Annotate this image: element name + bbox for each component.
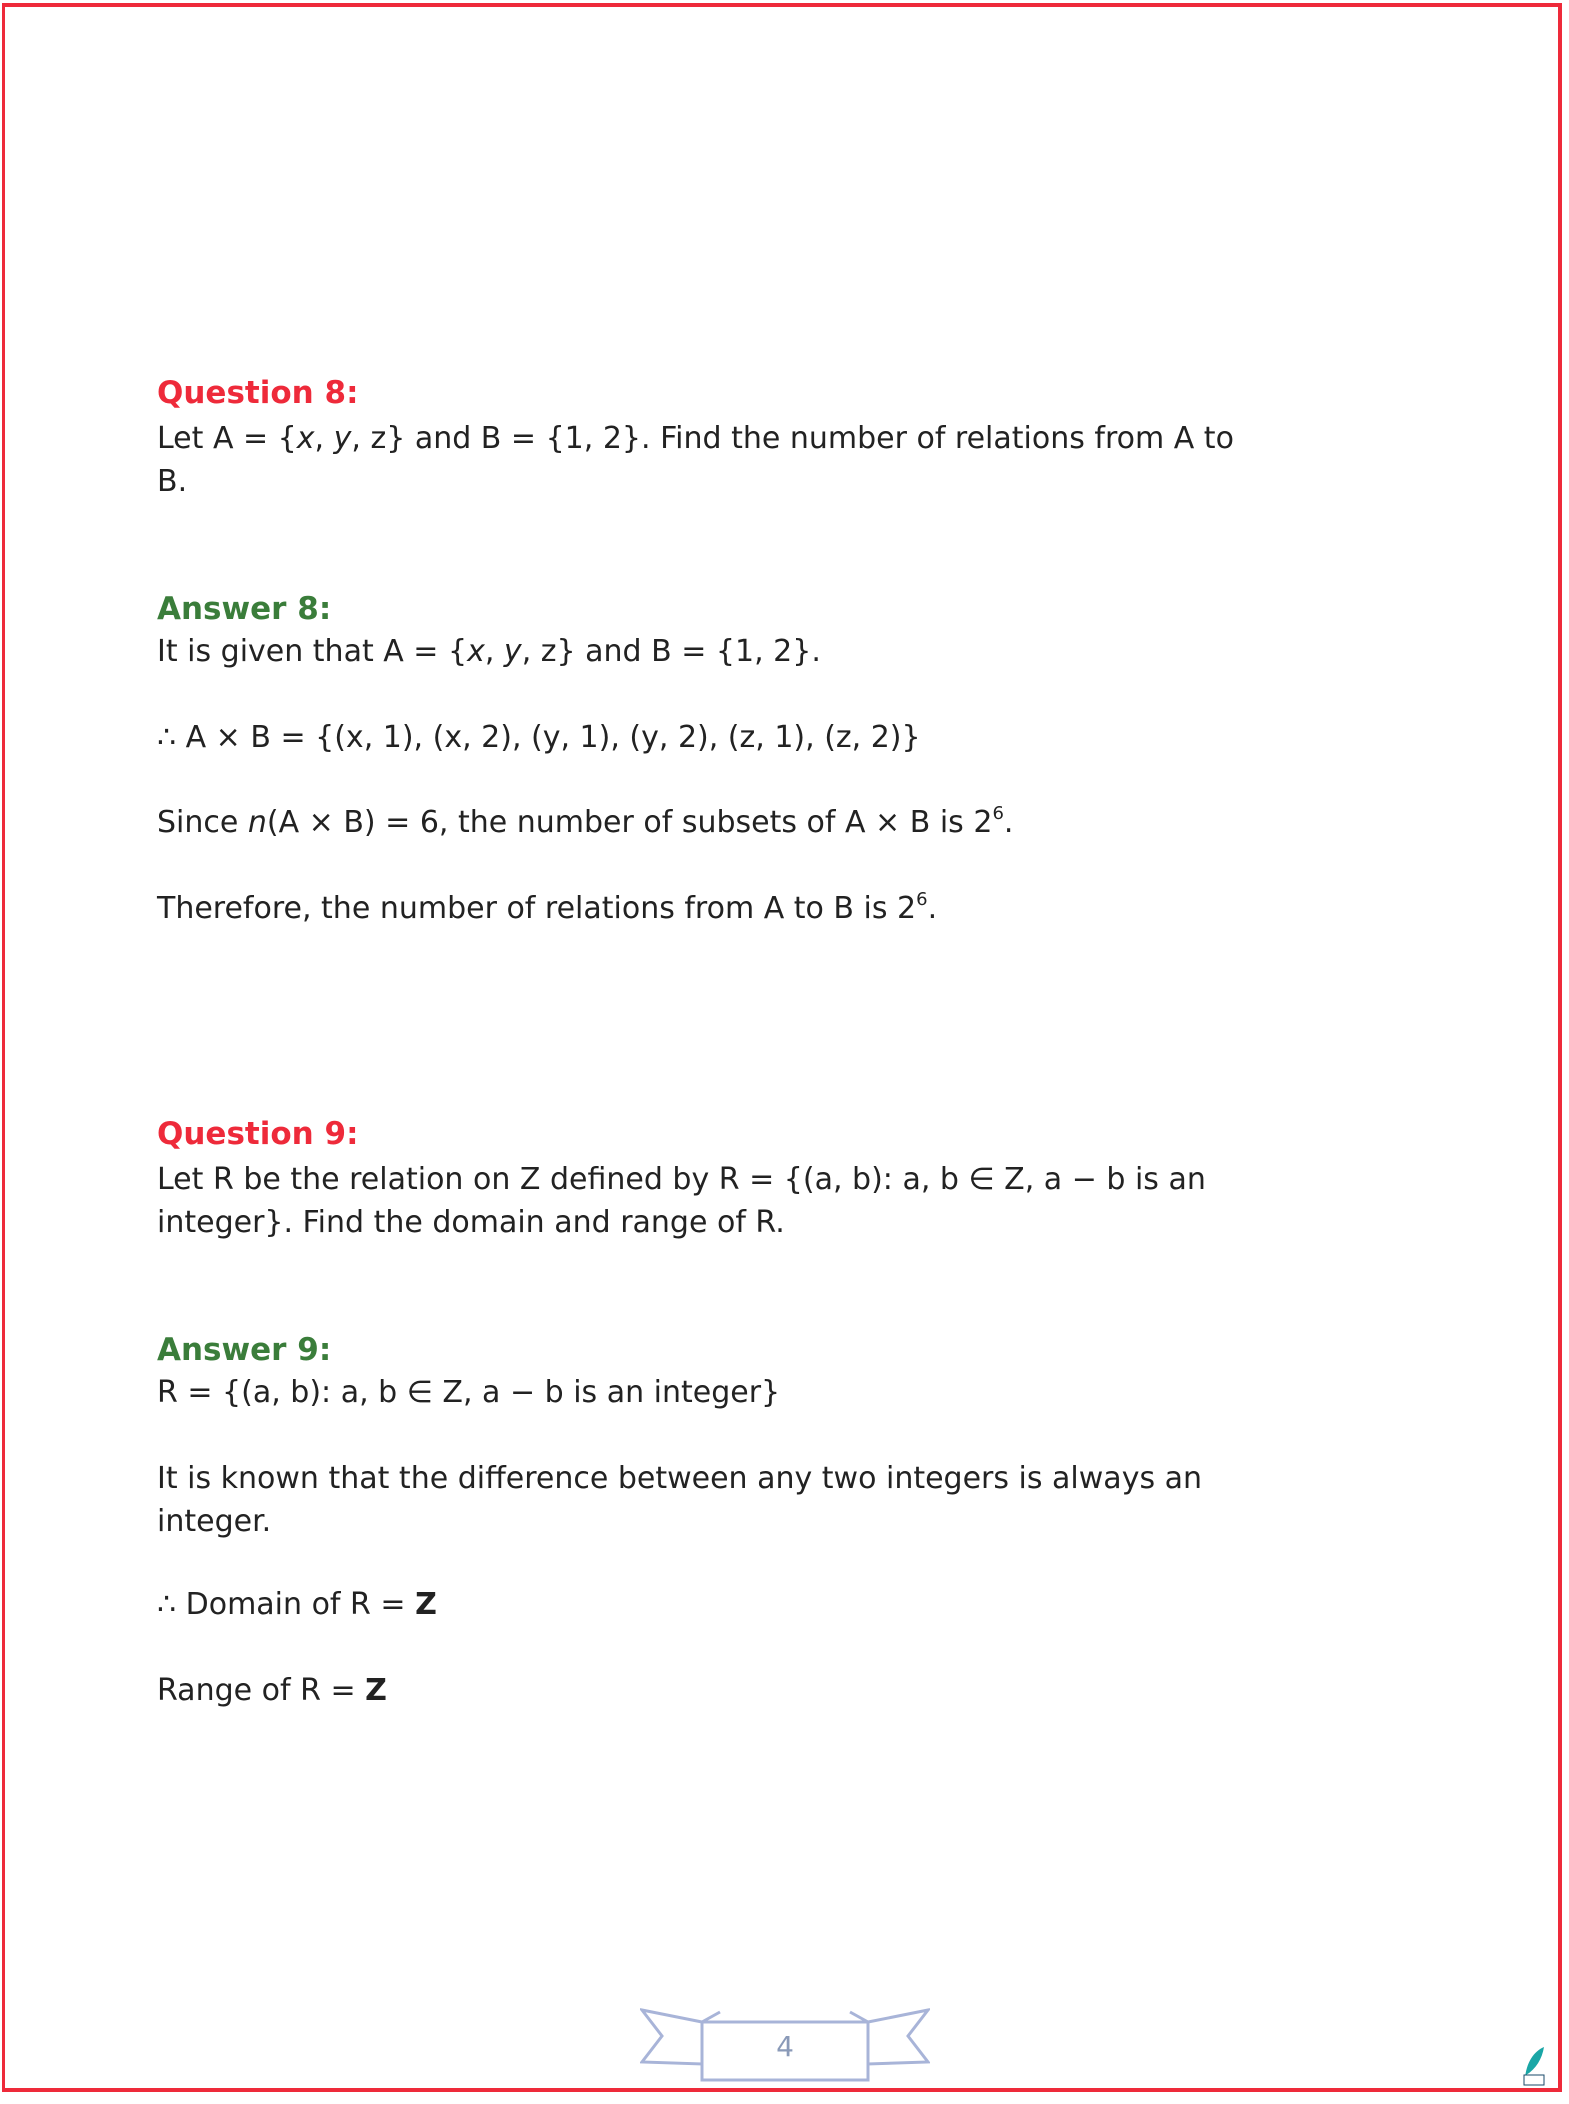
answer-8-heading: Answer 8: xyxy=(157,591,332,627)
question-8-heading: Question 8: xyxy=(157,375,359,411)
question-8-text-cont: B. xyxy=(157,464,188,499)
answer-9-line: It is known that the difference between any two integers is always an xyxy=(157,1461,1203,1496)
question-9-heading: Question 9: xyxy=(157,1116,359,1152)
answer-9-line: ∴ Domain of R = Z xyxy=(157,1587,437,1622)
answer-9-line: R = {(a, b): a, b ∈ Z, a − b is an integer} xyxy=(157,1375,781,1410)
question-8-text: Let A = {x, y, z} and B = {1, 2}. Find the number of relations from A to xyxy=(157,421,1234,456)
question-9-text: Let R be the relation on Z defined by R = {(a, b): a, b ∈ Z, a − b is an xyxy=(157,1162,1206,1197)
answer-9-line: integer. xyxy=(157,1504,272,1539)
answer-8-line: Therefore, the number of relations from A to B is $2^6$. xyxy=(157,889,938,926)
answer-8-line: ∴ A × B = {(x, 1), (x, 2), (y, 1), (y, 2), (z, 1), (z, 2)} xyxy=(157,720,921,755)
page-border xyxy=(2,3,1562,2092)
ewall-logo-icon xyxy=(1522,2045,1546,2087)
question-9-text-cont: integer}. Find the domain and range of R. xyxy=(157,1205,785,1240)
answer-8-line: Since n(A × B) = 6, the number of subsets of A × B is $2^6$. xyxy=(157,803,1014,840)
page-number: 4 xyxy=(776,2030,794,2063)
answer-9-heading: Answer 9: xyxy=(157,1332,332,1368)
answer-9-line: Range of R = Z xyxy=(157,1673,387,1708)
answer-8-line: It is given that A = {x, y, z} and B = {1, 2}. xyxy=(157,634,821,669)
